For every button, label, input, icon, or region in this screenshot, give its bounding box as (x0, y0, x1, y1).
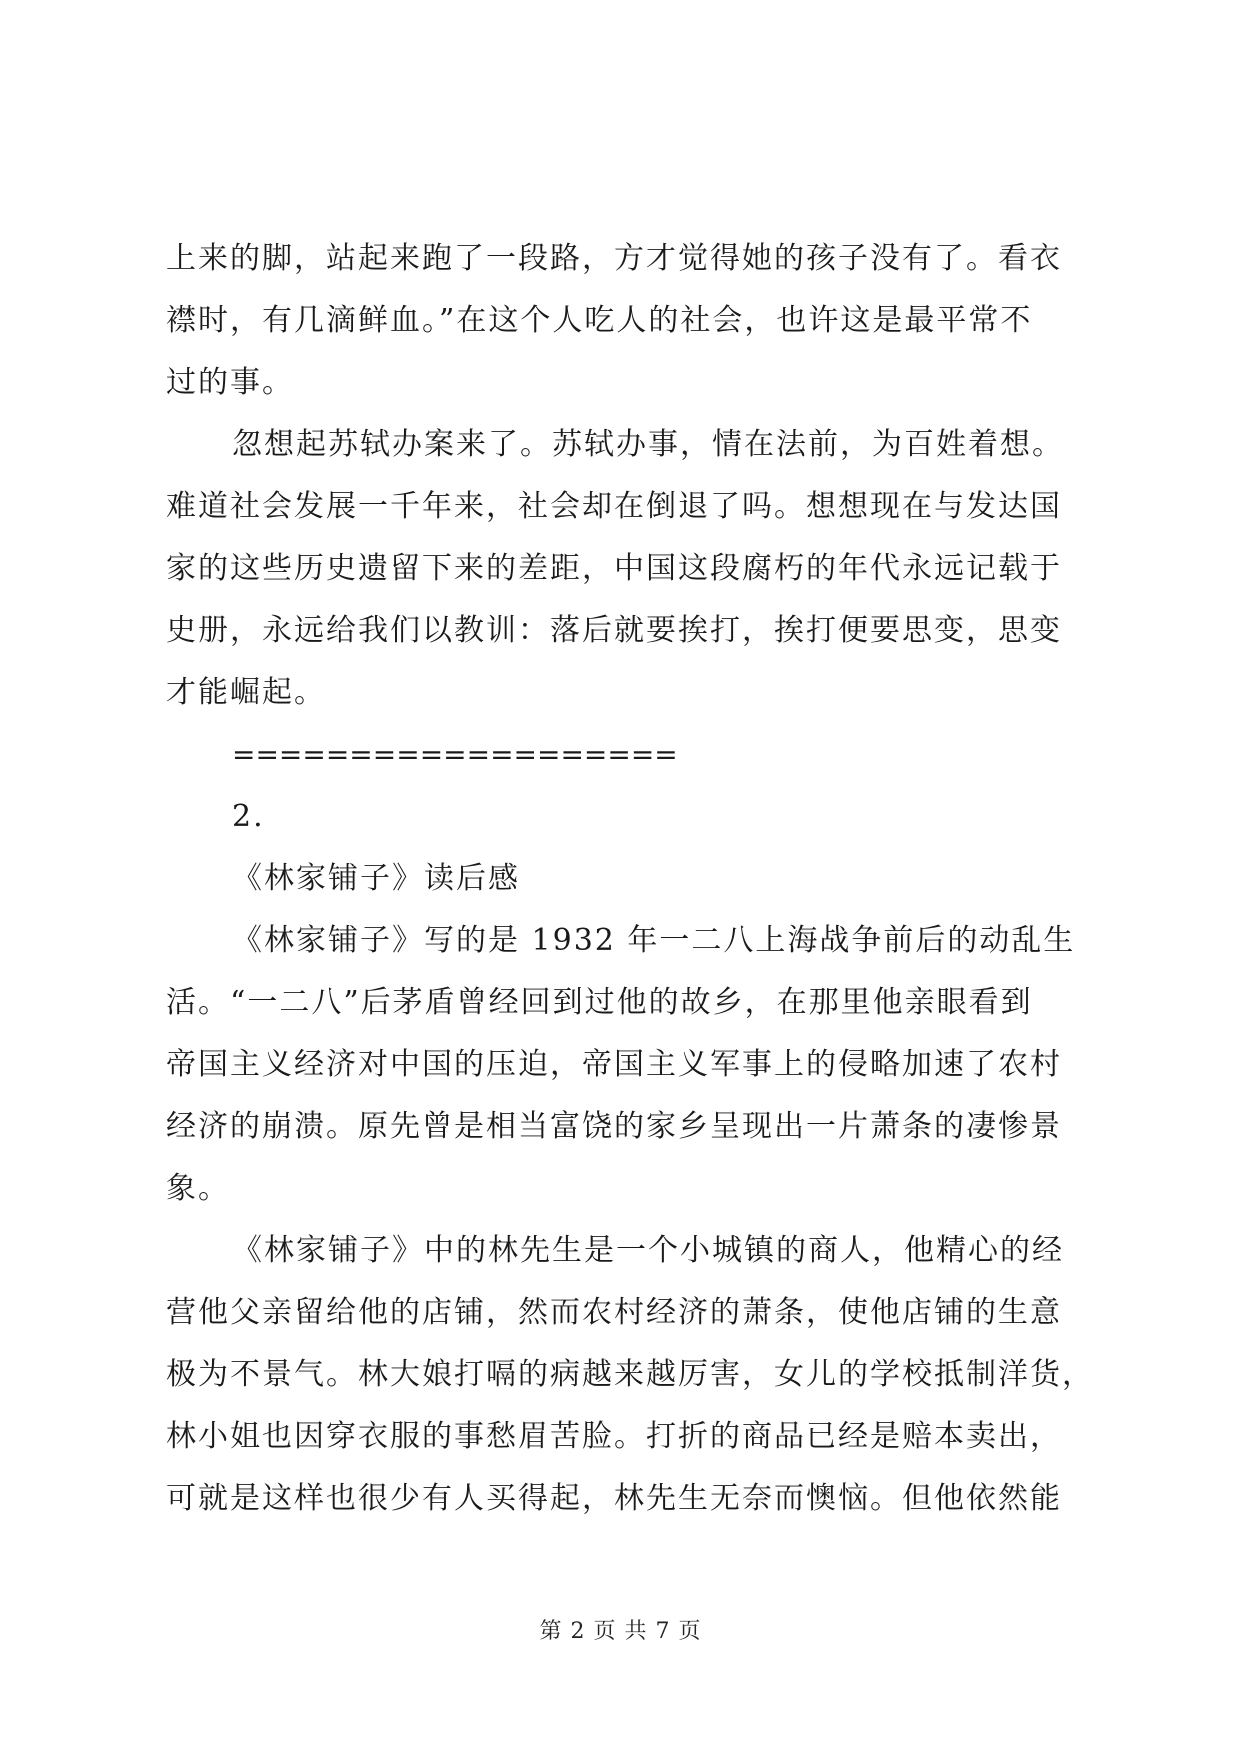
text-line: 活。“一二八”后茅盾曾经回到过他的故乡，在那里他亲眼看到 (166, 985, 1033, 1020)
text-line: 襟时，有几滴鲜血。”在这个人吃人的社会，也许这是最平常不 (166, 303, 1033, 338)
text-line: 极为不景气。林大娘打嗝的病越来越厉害，女儿的学校抵制洋货， (166, 1357, 1094, 1392)
section-number: 2. (232, 799, 265, 834)
paragraph-start-line: 《林家铺子》中的林先生是一个小城镇的商人，他精心的经 (232, 1233, 1064, 1268)
section-title: 《林家铺子》读后感 (232, 861, 520, 896)
text-line: 过的事。 (166, 365, 294, 400)
paragraph-start-line: 《林家铺子》写的是 1932 年一二八上海战争前后的动乱生 (232, 923, 1076, 958)
text-line: 才能崛起。 (166, 675, 326, 710)
text-line: 营他父亲留给他的店铺，然而农村经济的萧条，使他店铺的生意 (166, 1295, 1062, 1330)
text-line: 经济的崩溃。原先曾是相当富饶的家乡呈现出一片萧条的凄惨景 (166, 1109, 1062, 1144)
document-body (166, 228, 1094, 1530)
section-separator: =================== (232, 738, 678, 771)
paragraph-start-line: 忽想起苏轼办案来了。苏轼办事，情在法前，为百姓着想。 (232, 427, 1064, 462)
text-line: 可就是这样也很少有人买得起，林先生无奈而懊恼。但他依然能 (166, 1481, 1062, 1516)
text-line: 林小姐也因穿衣服的事愁眉苦脸。打折的商品已经是赔本卖出， (166, 1419, 1062, 1454)
page-number-footer: 第 2 页 共 7 页 (539, 1619, 702, 1644)
text-line: 史册，永远给我们以教训：落后就要挨打，挨打便要思变，思变 (166, 613, 1062, 648)
text-line: 象。 (166, 1171, 230, 1206)
text-line: 家的这些历史遗留下来的差距，中国这段腐朽的年代永远记载于 (166, 551, 1062, 586)
text-line: 难道社会发展一千年来，社会却在倒退了吗。想想现在与发达国 (166, 489, 1062, 524)
text-line: 帝国主义经济对中国的压迫，帝国主义军事上的侵略加速了农村 (166, 1047, 1062, 1082)
text-line: 上来的脚，站起来跑了一段路，方才觉得她的孩子没有了。看衣 (166, 241, 1062, 276)
